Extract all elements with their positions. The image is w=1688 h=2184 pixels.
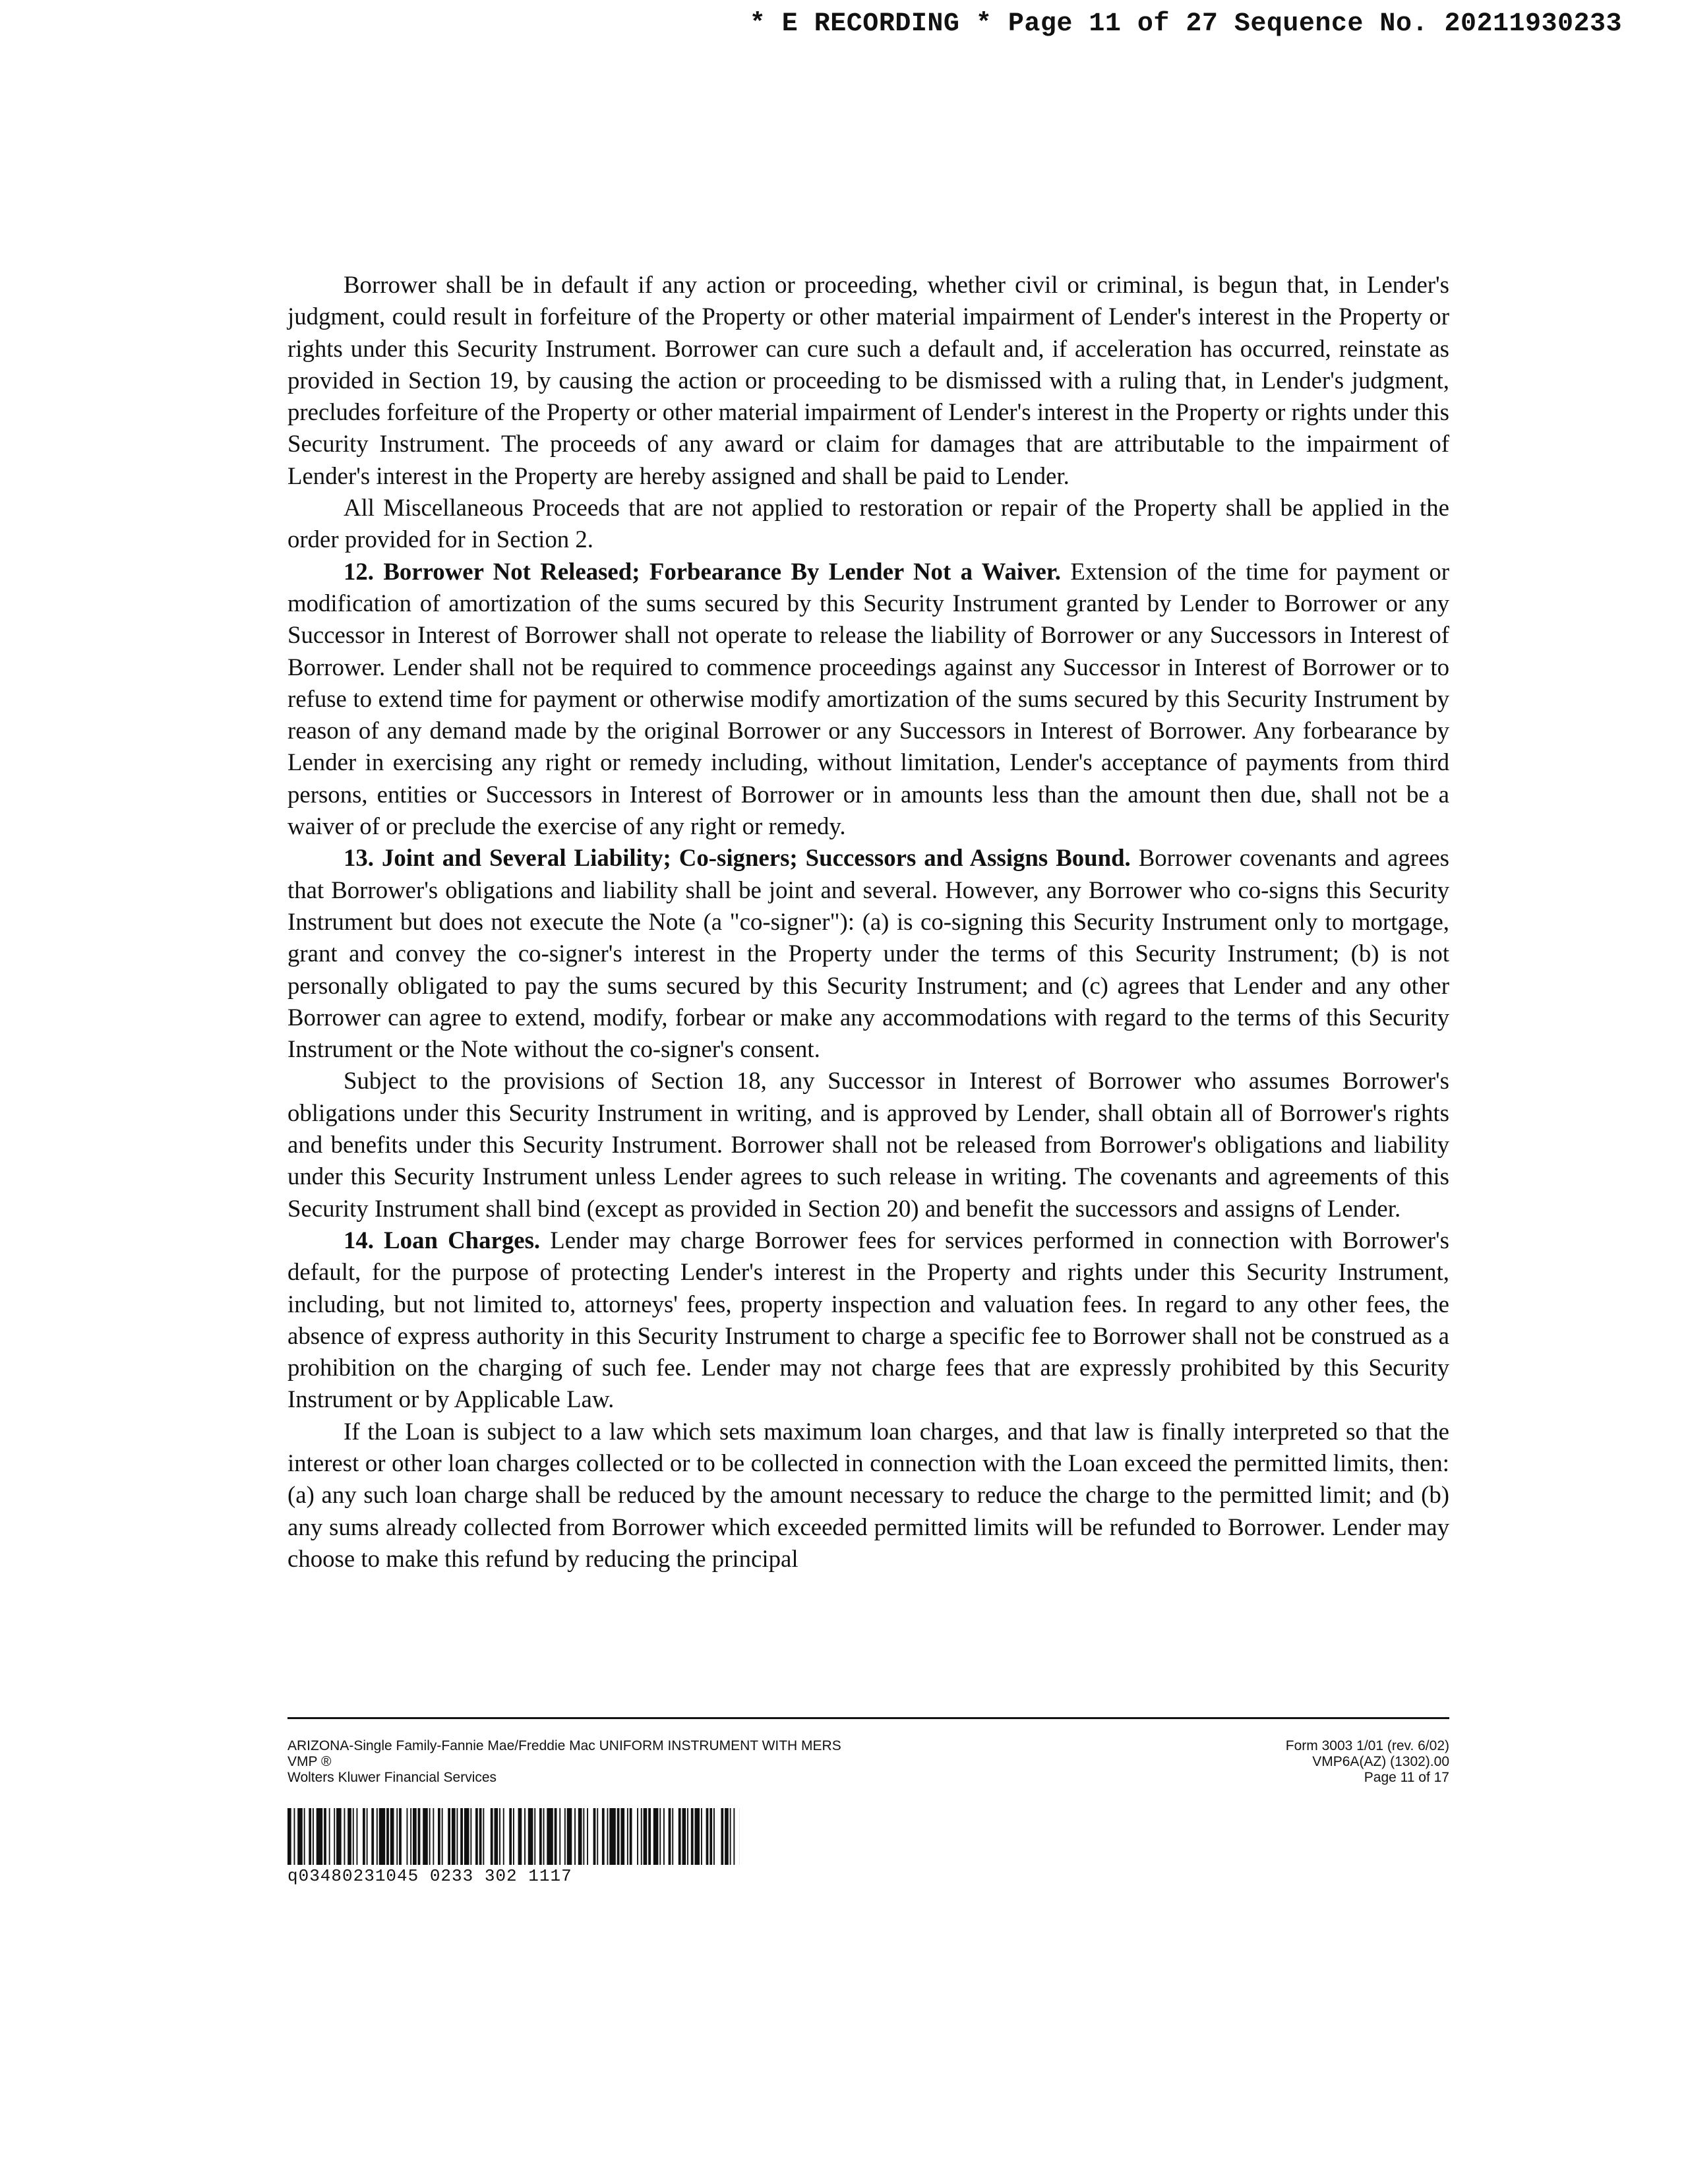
footer-vmp: VMP ® [287, 1754, 332, 1769]
paragraph [287, 1065, 1449, 1224]
paragraph [287, 269, 1449, 492]
section-12-heading: 12. Borrower Not Released; Forbearance By Lender Not a Waiver. [344, 557, 1061, 585]
footer-vmp-code: VMP6A(AZ) (1302).00 [1312, 1754, 1449, 1769]
paragraph-text: Extension of the time for payment or modification of amortization of the sums secured by this Security Instrument granted by Lender to Borrower or any Successor in Interest of Borrower shall not operate to release the liability of Borrower or any Successors in Interest of Borrower. Lender shall not be required to commence proceedings against any Successor in Interest of Borrower or to refuse to extend time for payment or otherwise modify amortization of the sums secured by this Security Instrument by reason of any demand made by the original Borrower or any Successors in Interest of Borrower. Any forbearance by Lender in exercising any right or remedy including, without limitation, Lender's acceptance of payments from third persons, entities or Successors in Interest of Borrower or in amounts less than the amount then due, shall not be a waiver of or preclude the exercise of any right or remedy. [287, 557, 1449, 840]
section-13-heading: 13. Joint and Several Liability; Co-signers; Successors and Assigns Bound. [344, 844, 1131, 872]
paragraph [287, 1416, 1449, 1575]
section-12-paragraph [287, 556, 1449, 843]
paragraph-text: If the Loan is subject to a law which sets maximum loan charges, and that law is finally interpreted so that the interest or other loan charges collected or to be collected in connection with the Loan exceed the permitted limits, then: (a) any such loan charge shall be reduced by the amount necessary to reduce the charge to the permitted limit; and (b) any sums already collected from Borrower which exceeded permitted limits will be refunded to Borrower. Lender may choose to make this refund by reducing the principal [287, 1417, 1449, 1572]
footer-form-title: ARIZONA-Single Family-Fannie Mae/Freddie Mac UNIFORM INSTRUMENT WITH MERS [287, 1738, 841, 1753]
footer-publisher: Wolters Kluwer Financial Services [287, 1770, 497, 1785]
recording-header: * E RECORDING * Page 11 of 27 Sequence No. 20211930233 [749, 9, 1622, 39]
section-13-paragraph [287, 842, 1449, 1065]
footer-divider [287, 1717, 1449, 1719]
footer-form-number [1286, 1738, 1449, 1786]
section-14-paragraph [287, 1225, 1449, 1416]
footer-form-code: Form 3003 1/01 (rev. 6/02) [1285, 1738, 1449, 1753]
document-body [287, 269, 1449, 1575]
paragraph-text: Borrower shall be in default if any action or proceeding, whether civil or criminal, is begun that, in Lender's judgment, could result in forfeiture of the Property or other material impairment of Lender's interest in the Property or rights under this Security Instrument. Borrower can cure such a default and, if acceleration has occurred, reinstate as provided in Section 19, by causing the action or proceeding to be dismissed with a ruling that, in Lender's judgment, precludes forfeiture of the Property or other material impairment of Lender's interest in the Property or rights under this Security Instrument. The proceeds of any award or claim for damages that are attributable to the impairment of Lender's interest in the Property are hereby assigned and shall be paid to Lender. [287, 271, 1449, 489]
barcode-icon [287, 1808, 740, 1865]
paragraph-text: Borrower covenants and agrees that Borrower's obligations and liability shall be joint and several. However, any Borrower who co-signs this Security Instrument but does not execute the Note (a "co-signer"): (a) is co-signing this Security Instrument only to mortgage, grant and convey the co-signer's interest in the Property under the terms of this Security Instrument; (b) is not personally obligated to pay the sums secured by this Security Instrument; and (c) agrees that Lender and any other Borrower can agree to extend, modify, forbear or make any accommodations with regard to the terms of this Security Instrument or the Note without the co-signer's consent. [287, 844, 1449, 1063]
footer-form-info [287, 1738, 841, 1786]
paragraph-text: Lender may charge Borrower fees for services performed in connection with Borrower's default, for the purpose of protecting Lender's interest in the Property and rights under this Security Instrument, including, but not limited to, attorneys' fees, property inspection and valuation fees. In regard to any other fees, the absence of express authority in this Security Instrument to charge a specific fee to Borrower shall not be construed as a prohibition on the charging of such fee. Lender may not charge fees that are expressly prohibited by this Security Instrument or by Applicable Law. [287, 1226, 1449, 1413]
paragraph-text: All Miscellaneous Proceeds that are not applied to restoration or repair of the Property shall be applied in the order provided for in Section 2. [287, 494, 1449, 553]
paragraph-text: Subject to the provisions of Section 18, any Successor in Interest of Borrower who assumes Borrower's obligations under this Security Instrument in writing, and is approved by Lender, shall obtain all of Borrower's rights and benefits under this Security Instrument. Borrower shall not be released from Borrower's obligations and liability under this Security Instrument unless Lender agrees to such release in writing. The covenants and agreements of this Security Instrument shall bind (except as provided in Section 20) and benefit the successors and assigns of Lender. [287, 1067, 1449, 1222]
section-14-heading: 14. Loan Charges. [344, 1226, 541, 1254]
paragraph [287, 492, 1449, 556]
barcode-number: q03480231045 0233 302 1117 [287, 1866, 572, 1886]
footer-page-number: Page 11 of 17 [1364, 1770, 1449, 1785]
